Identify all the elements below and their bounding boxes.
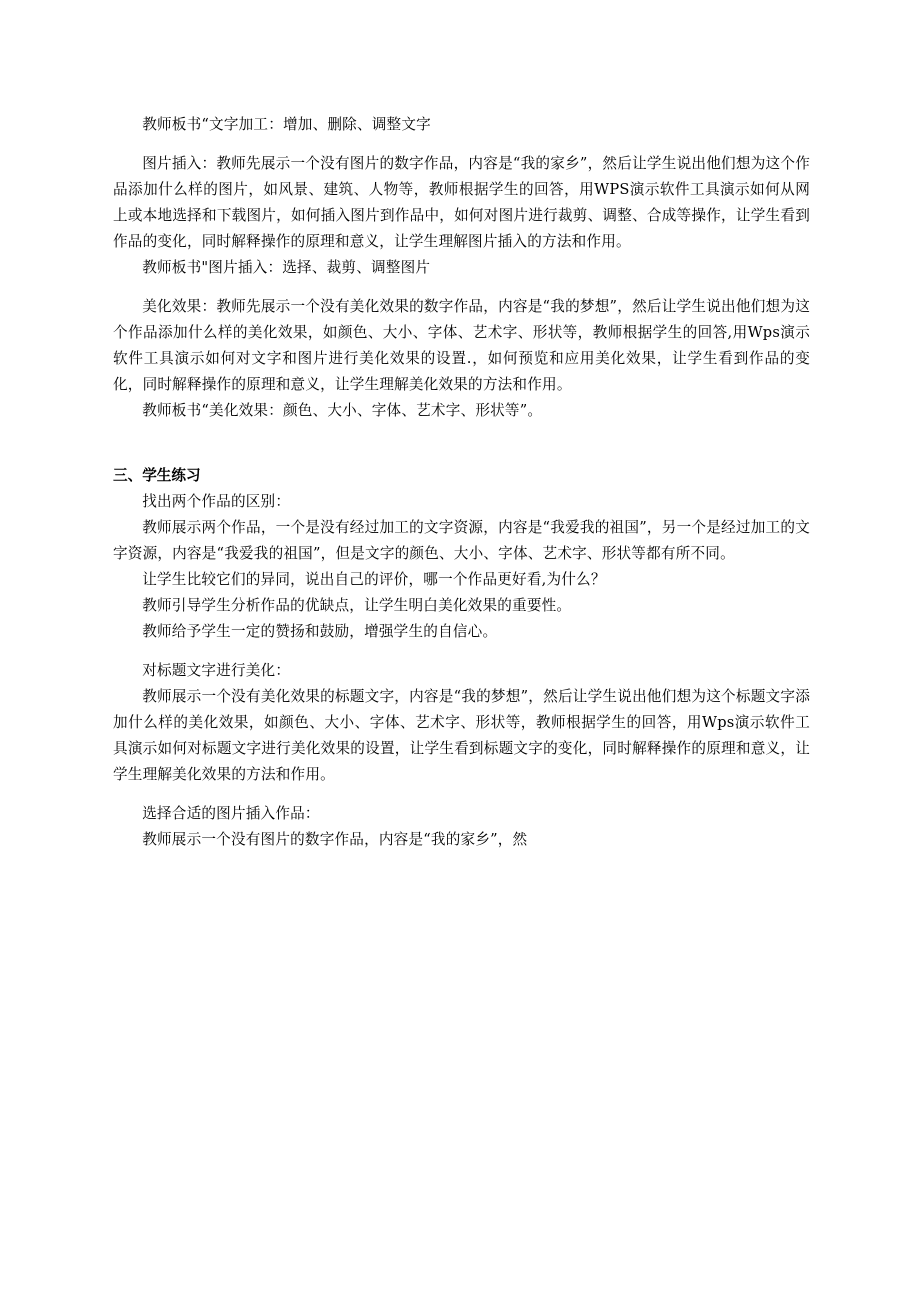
- spacer: [113, 281, 810, 294]
- spacer: [113, 424, 810, 463]
- compare-praise: 教师给予学生一定的赞扬和鼓励，增强学生的自信心。: [142, 623, 498, 640]
- compare-title: 找出两个作品的区别：: [142, 493, 291, 510]
- choose-image-title: 选择合适的图片插入作品：: [142, 805, 320, 822]
- image-insert-board-note: 教师板书"图片插入：选择、裁剪、调整图片: [142, 259, 431, 276]
- compare-paragraph: 教师展示两个作品，一个是没有经过加工的文字资源，内容是“我爱我的祖国”，另一个是经过加工的文字资源，内容是“我爱我的祖国”，但是文字的颜色、大小、字体、艺术字、形状等都有所不同。: [113, 519, 810, 562]
- title-beautify-title: 对标题文字进行美化：: [142, 662, 291, 679]
- choose-image-paragraph: 教师展示一个没有图片的数字作品，内容是“我的家乡”，然: [142, 831, 528, 848]
- compare-guide: 教师引导学生分析作品的优缺点，让学生明白美化效果的重要性。: [142, 597, 572, 614]
- document-body: [113, 112, 810, 853]
- spacer: [113, 645, 810, 658]
- beautify-paragraph: 美化效果：教师先展示一个没有美化效果的数字作品，内容是“我的梦想”，然后让学生说出他们想为这个作品添加什么样的美化效果，如颜色、大小、字体、艺术字、形状等，教师根据学生的回答,用Wps演示软件工具演示如何对文字和图片进行美化效果的设置.，如何预览和应用美化效果，让学生看到作品的变化，同时解释操作的原理和意义，让学生理解美化效果的方法和作用。: [113, 298, 810, 393]
- spacer: [113, 138, 810, 151]
- section-heading: 三、学生练习: [113, 467, 201, 484]
- beautify-board-note: 教师板书“美化效果：颜色、大小、字体、艺术字、形状等”。: [142, 402, 543, 419]
- compare-question: 让学生比较它们的异同，说出自己的评价，哪一个作品更好看,为什么？: [142, 571, 606, 588]
- spacer: [113, 788, 810, 801]
- image-insert-paragraph: 图片插入：教师先展示一个没有图片的数字作品，内容是“我的家乡”，然后让学生说出他们想为这个作品添加什么样的图片，如风景、建筑、人物等，教师根据学生的回答，用WPS演示软件工具演示如何从网上或本地选择和下载图片，如何插入图片到作品中，如何对图片进行裁剪、调整、合成等操作，让学生看到作品的变化，同时解释操作的原理和意义，让学生理解图片插入的方法和作用。: [113, 155, 810, 250]
- text-editing-board-note: 教师板书“文字加工：增加、删除、调整文字: [142, 116, 431, 133]
- title-beautify-paragraph: 教师展示一个没有美化效果的标题文字，内容是“我的梦想”，然后让学生说出他们想为这个标题文字添加什么样的美化效果，如颜色、大小、字体、艺术字、形状等，教师根据学生的回答，用Wps演示软件工具演示如何对标题文字进行美化效果的设置，让学生看到标题文字的变化，同时解释操作的原理和意义，让学生理解美化效果的方法和作用。: [113, 688, 810, 783]
